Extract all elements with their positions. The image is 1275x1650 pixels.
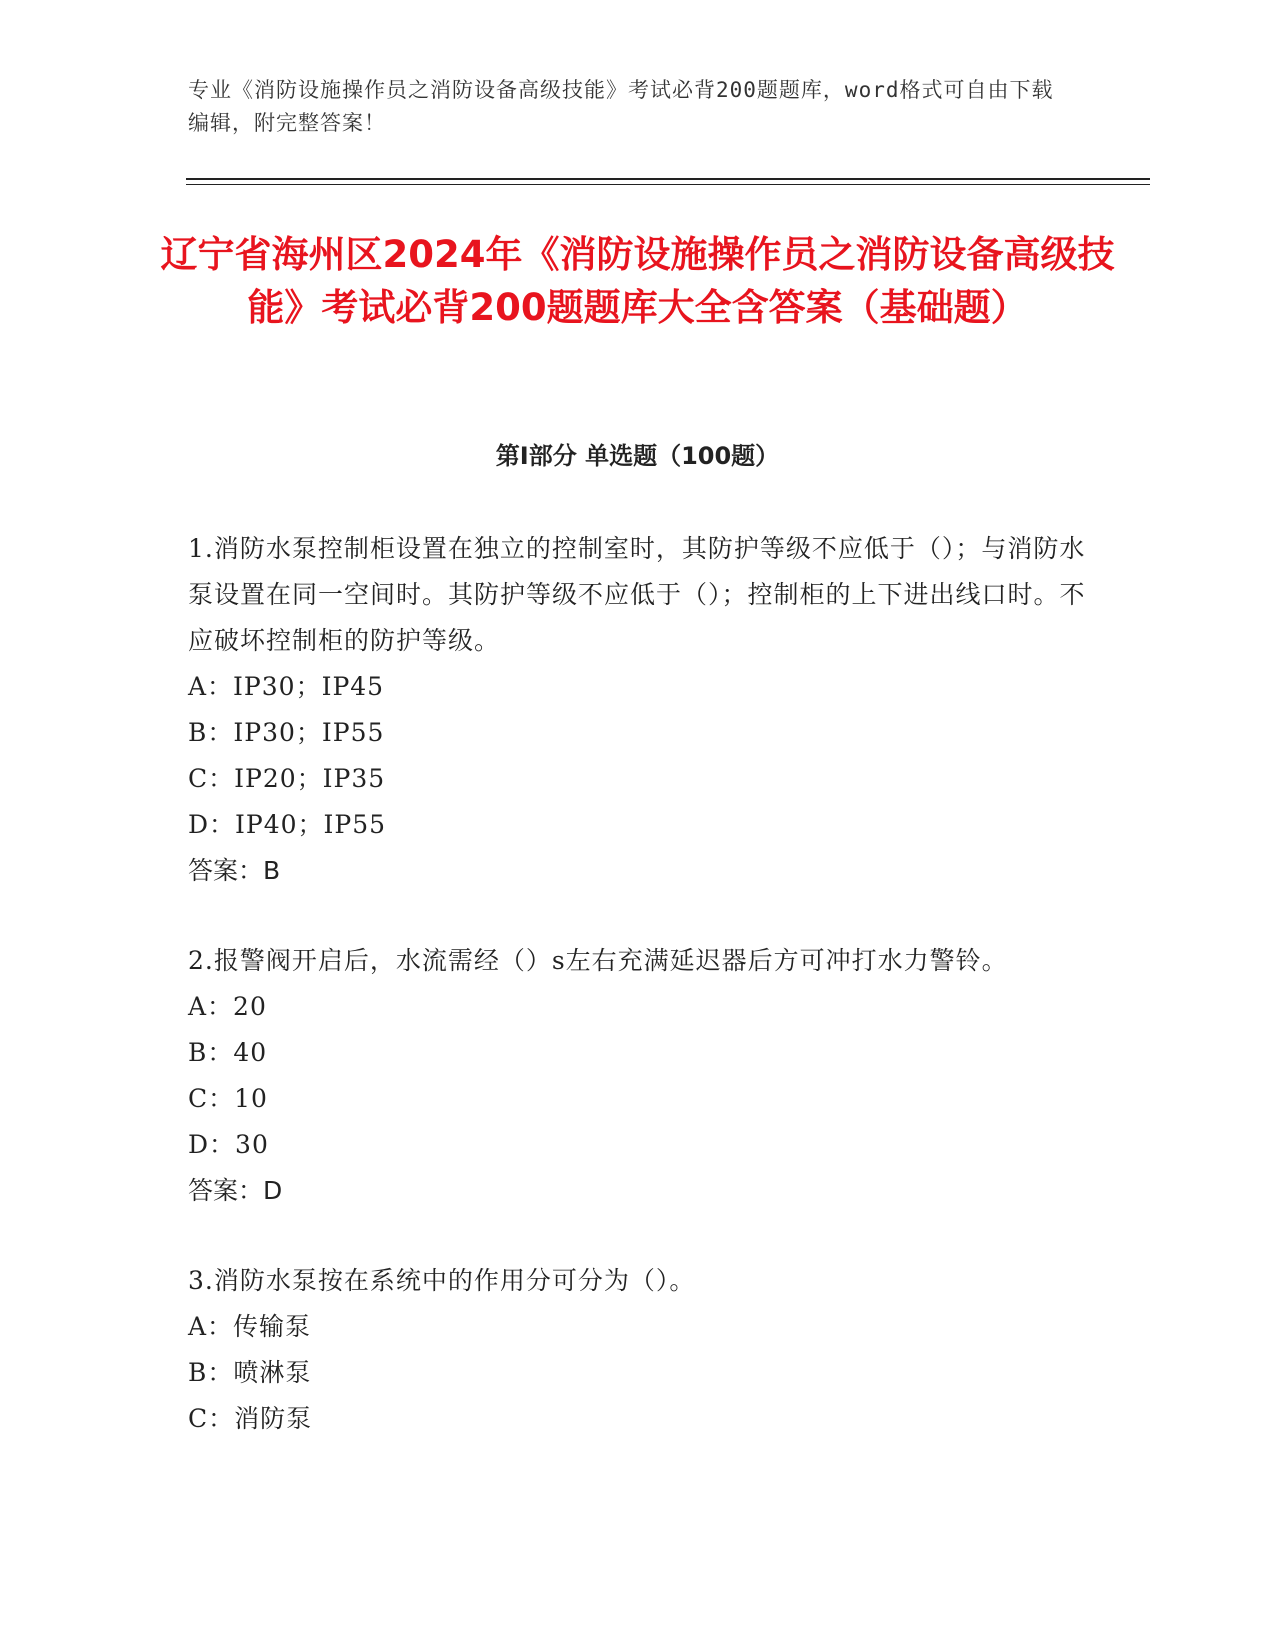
option-d: D：30 <box>188 1130 269 1159</box>
option-a: A：IP30；IP45 <box>188 672 385 701</box>
document-title: 辽宁省海州区2024年《消防设施操作员之消防设备高级技能》考试必背200题题库大全含答案（基础题） <box>160 233 1115 329</box>
question-stem: 3.消防水泵按在系统中的作用分可分为（）。 <box>188 1266 696 1295</box>
option-b: B：喷淋泵 <box>188 1358 312 1387</box>
question-item <box>188 938 1088 1214</box>
option-d: D：IP40；IP55 <box>188 810 387 839</box>
question-item <box>188 526 1088 894</box>
header-note: 专业《消防设施操作员之消防设备高级技能》考试必背200题题库，word格式可自由下载编辑，附完整答案！ <box>188 78 1054 135</box>
option-c: C：10 <box>188 1084 268 1113</box>
answer-line: 答案：D <box>188 1176 283 1205</box>
question-item <box>188 1258 1088 1442</box>
header-rule-thin <box>186 184 1150 185</box>
option-b: B：IP30；IP55 <box>188 718 385 747</box>
option-a: A：20 <box>188 992 267 1021</box>
question-stem: 2.报警阀开启后，水流需经（）s左右充满延迟器后方可冲打水力警铃。 <box>188 946 1008 975</box>
option-b: B：40 <box>188 1038 268 1067</box>
option-c: C：消防泵 <box>188 1404 313 1433</box>
header-rule-thick <box>186 178 1150 180</box>
option-c: C：IP20；IP35 <box>188 764 386 793</box>
section-heading: 第Ⅰ部分 单选题（100题） <box>495 442 780 470</box>
question-list <box>188 526 1088 1442</box>
option-a: A：传输泵 <box>188 1312 312 1341</box>
question-stem: 1.消防水泵控制柜设置在独立的控制室时，其防护等级不应低于（）；与消防水泵设置在同一空间时。其防护等级不应低于（）；控制柜的上下进出线口时。不应破坏控制柜的防护等级。 <box>188 534 1086 655</box>
answer-line: 答案：B <box>188 856 281 885</box>
